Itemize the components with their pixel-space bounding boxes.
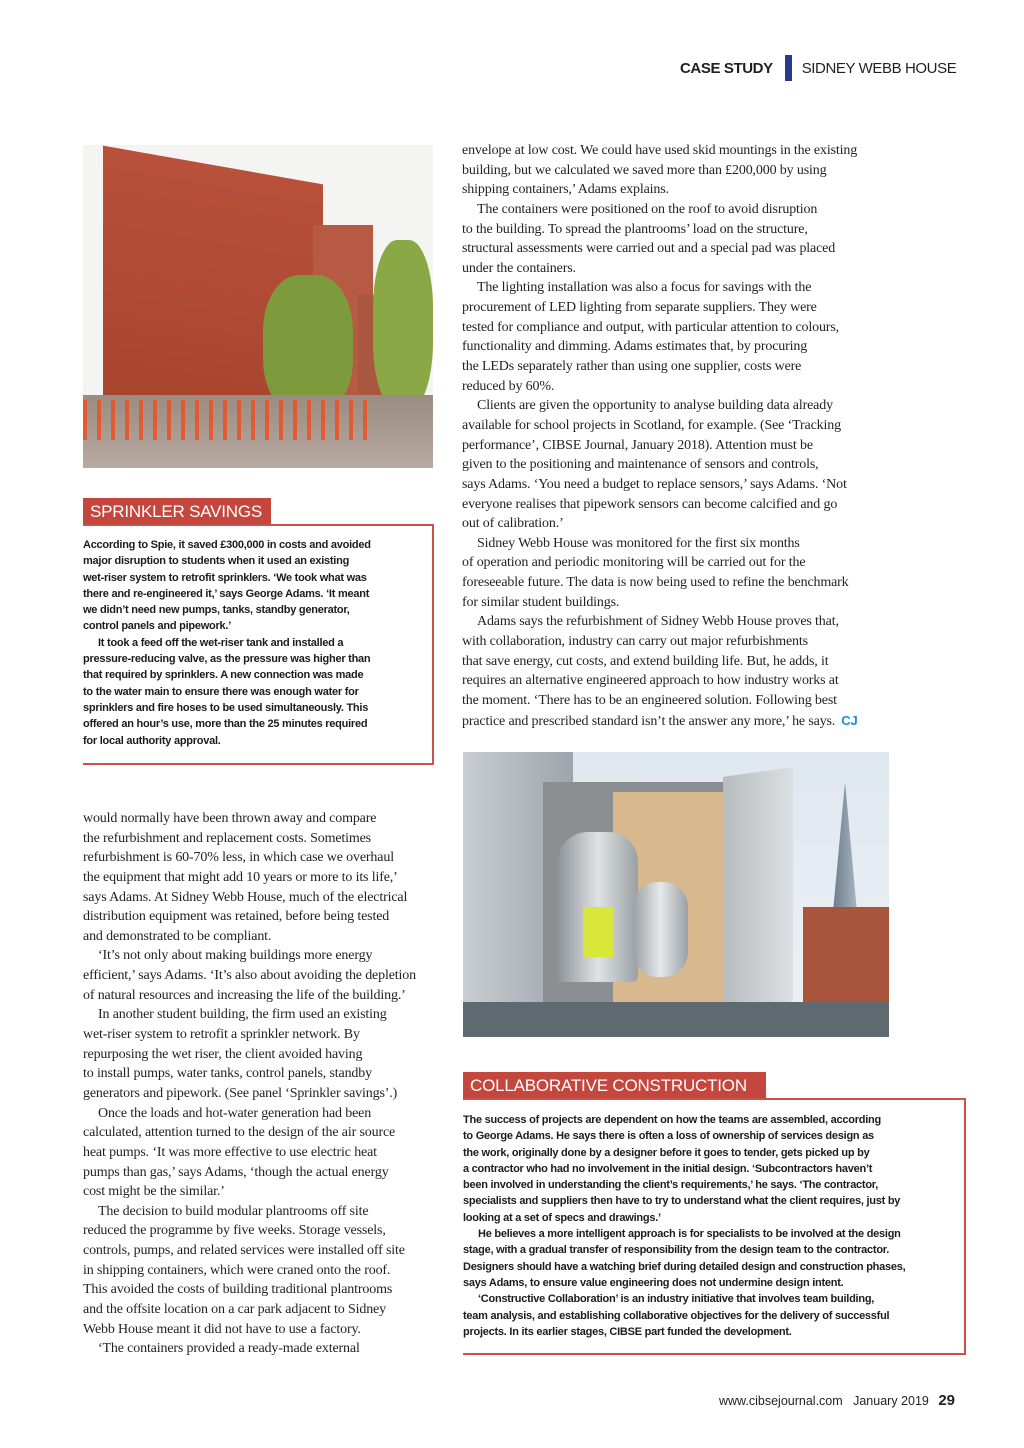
text-line-content: we didn’t need new pumps, tanks, standby generator,: [83, 604, 350, 617]
page-number: 29: [938, 1392, 956, 1409]
text-line-content: control panels and pipework.’: [83, 620, 231, 633]
text-line: [462, 671, 858, 691]
photo-sidney-webb-house-courtyard: [83, 145, 433, 468]
text-line: [83, 809, 416, 829]
text-line: [462, 298, 858, 318]
text-line: [463, 1145, 905, 1161]
text-line-content: says Adams. ‘You need a budget to replace sensors,’ says Adams. ‘Not: [462, 476, 847, 492]
text-line-content: to install pumps, water tanks, control panels, standby: [83, 1066, 372, 1082]
text-line: [83, 716, 371, 732]
text-line-content: The decision to build modular plantrooms off site: [98, 1203, 369, 1219]
text-line-content: He believes a more intelligent approach is for specialists to be involved at the design: [478, 1228, 901, 1241]
text-line: [462, 514, 858, 534]
text-line: [462, 691, 858, 711]
text-line: [83, 602, 371, 618]
text-line: [83, 618, 371, 634]
text-line-content: the LEDs separately rather than using one supplier, costs were: [462, 359, 802, 375]
text-line-content: requires an alternative engineered approach to how industry works at: [462, 673, 839, 689]
header-divider: [785, 55, 792, 81]
text-line-content: pressure-reducing valve, as the pressure was higher than: [83, 653, 371, 666]
text-line: [462, 200, 858, 220]
text-line: [463, 1193, 905, 1209]
text-line: [83, 829, 416, 849]
text-line: [83, 1202, 416, 1222]
text-line-content: with collaboration, industry can carry out major refurbishments: [462, 634, 808, 650]
text-line-content: for local authority approval.: [83, 734, 221, 747]
text-line-content: been involved in understanding the client’s requirements,’ he says. ‘The contractor,: [463, 1179, 879, 1192]
text-line-content: the refurbishment and replacement costs. Sometimes: [83, 830, 371, 846]
text-line: [463, 1308, 905, 1324]
text-line: [463, 1242, 905, 1258]
text-line-content: says Adams. At Sidney Webb House, much of the electrical: [83, 889, 408, 905]
text-line: [83, 966, 416, 986]
text-line: [83, 1221, 416, 1241]
text-line: [463, 1177, 905, 1193]
text-line-content: to the water main to ensure there was enough water for: [83, 685, 359, 698]
text-line-content: The lighting installation was also a focus for savings with the: [477, 280, 812, 296]
text-line-content: Webb House meant it did not have to use a factory.: [83, 1321, 361, 1337]
text-line-content: ‘It’s not only about making buildings more energy: [98, 948, 373, 964]
text-line-content: foreseeable future. The data is now being used to refine the benchmark: [462, 575, 849, 591]
text-line: [83, 1025, 416, 1045]
text-line-content: for similar student buildings.: [462, 594, 620, 610]
text-line: [83, 570, 371, 586]
text-line: [83, 733, 371, 749]
text-line: [462, 711, 858, 731]
text-line: [462, 416, 858, 436]
text-line: [83, 1163, 416, 1183]
text-line-content: ‘The containers provided a ready-made external: [98, 1341, 360, 1357]
text-line-content: generators and pipework. (See panel ‘Sprinkler savings’.): [83, 1085, 398, 1101]
sprinkler-panel-body: [83, 537, 371, 749]
text-line: [83, 667, 371, 683]
text-line-content: envelope at low cost. We could have used skid mountings in the existing: [462, 143, 858, 158]
text-line-content: there and re-engineered it,’ says George Adams. ‘It meant: [83, 587, 370, 600]
text-line-content: reduced by 60%.: [462, 378, 555, 394]
text-line: [462, 436, 858, 456]
text-line: [83, 1143, 416, 1163]
text-line-content: The containers were positioned on the roof to avoid disruption: [477, 201, 818, 217]
text-line: [462, 161, 858, 181]
text-line: [462, 612, 858, 632]
text-line: [463, 1324, 905, 1340]
text-line: [462, 357, 858, 377]
text-line: [83, 986, 416, 1006]
text-line-content: procurement of LED lighting from separate suppliers. They were: [462, 300, 817, 316]
text-line-content: It took a feed off the wet-riser tank and installed a: [98, 636, 344, 649]
text-line: [83, 700, 371, 716]
article-title: SIDNEY WEBB HOUSE: [801, 59, 957, 77]
text-line-content: distribution equipment was retained, before being tested: [83, 909, 390, 925]
text-line: [463, 1128, 905, 1144]
sprinkler-panel-title: SPRINKLER SAVINGS: [83, 498, 271, 525]
text-line-content: tested for compliance and output, with particular attention to colours,: [462, 319, 839, 335]
text-line: [462, 593, 858, 613]
text-line-content: calculated, attention turned to the design of the air source: [83, 1125, 396, 1141]
text-line: [83, 907, 416, 927]
text-line: [463, 1210, 905, 1226]
text-line: [83, 946, 416, 966]
text-line-content: everyone realises that pipework sensors can become calcified and go: [462, 496, 838, 512]
text-line-content: functionality and dimming. Adams estimates that, by procuring: [462, 339, 808, 355]
text-line: [462, 573, 858, 593]
text-line: [83, 1084, 416, 1104]
text-line-content: wet-riser system to retrofit a sprinkler network. By: [83, 1027, 360, 1043]
text-line-content: available for school projects in Scotland, for example. (See ‘Tracking: [462, 417, 841, 433]
text-line-content: says Adams, to ensure value engineering does not undermine design intent.: [463, 1276, 844, 1289]
text-line: [83, 927, 416, 947]
end-mark: CJ: [841, 712, 858, 728]
article-column-right: [462, 141, 858, 730]
text-line: [83, 1241, 416, 1261]
text-line: [462, 495, 858, 515]
text-line: [462, 239, 858, 259]
text-line-content: specialists and suppliers then have to try to understand what the client requires, just by: [463, 1195, 901, 1208]
text-line: [462, 318, 858, 338]
text-line-content: out of calibration.’: [462, 516, 564, 532]
text-line-content: reduced the programme by five weeks. Storage vessels,: [83, 1223, 386, 1239]
text-line-content: a contractor who had no involvement in the initial design. ‘Subcontractors haven’t: [463, 1162, 873, 1175]
text-line-content: Once the loads and hot-water generation had been: [98, 1105, 372, 1121]
text-line: [462, 259, 858, 279]
text-line: [462, 475, 858, 495]
text-line-content: the equipment that might add 10 years or more to its life,’: [83, 869, 398, 885]
text-line-content: given to the positioning and maintenance of sensors and controls,: [462, 457, 819, 473]
text-line: [83, 1280, 416, 1300]
page-footer: [719, 1392, 955, 1409]
text-line: [462, 632, 858, 652]
section-label: CASE STUDY: [680, 59, 773, 77]
text-line-content: building, but we calculated we saved more than £200,000 by using: [462, 162, 827, 178]
text-line: [463, 1112, 905, 1128]
text-line-content: structural assessments were carried out and a special pad was placed: [462, 241, 836, 257]
text-line: [462, 455, 858, 475]
text-line-content: This avoided the costs of building traditional plantrooms: [83, 1282, 393, 1298]
text-line: [462, 553, 858, 573]
text-line: [462, 180, 858, 200]
text-line: [83, 1339, 416, 1359]
text-line: [463, 1275, 905, 1291]
text-line-content: would normally have been thrown away and compare: [83, 811, 377, 826]
text-line-content: to the building. To spread the plantrooms’ load on the structure,: [462, 221, 808, 237]
text-line-content: of operation and periodic monitoring will be carried out for the: [462, 555, 806, 571]
text-line: [83, 1045, 416, 1065]
text-line-content: repurposing the wet riser, the client avoided having: [83, 1046, 363, 1062]
text-line: [462, 141, 858, 161]
text-line: [462, 652, 858, 672]
text-line: [83, 635, 371, 651]
text-line-content: According to Spie, it saved £300,000 in costs and avoided: [83, 539, 371, 551]
text-line-content: pumps than gas,’ says Adams, ‘though the actual energy: [83, 1164, 389, 1180]
text-line-content: In another student building, the firm used an existing: [98, 1007, 387, 1023]
text-line-content: practice and prescribed standard isn’t the answer any more,’ he says.: [462, 713, 836, 729]
text-line: [462, 534, 858, 554]
text-line: [463, 1259, 905, 1275]
text-line-content: that required by sprinklers. A new connection was made: [83, 669, 364, 682]
text-line-content: Clients are given the opportunity to analyse building data already: [477, 398, 833, 414]
text-line-content: looking at a set of specs and drawings.’: [463, 1211, 661, 1224]
text-line: [83, 586, 371, 602]
footer-issue: January 2019: [853, 1394, 929, 1408]
text-line: [462, 278, 858, 298]
text-line: [83, 848, 416, 868]
text-line-content: Sidney Webb House was monitored for the first six months: [477, 535, 800, 551]
text-line: [463, 1161, 905, 1177]
text-line: [83, 1261, 416, 1281]
text-line-content: that save energy, cut costs, and extend building life. But, he adds, it: [462, 653, 829, 669]
text-line-content: of natural resources and increasing the life of the building.’: [83, 987, 406, 1003]
text-line-content: under the containers.: [462, 260, 576, 276]
text-line-content: refurbishment is 60-70% less, in which case we overhaul: [83, 850, 394, 866]
text-line: [83, 553, 371, 569]
text-line: [462, 337, 858, 357]
text-line-content: cost might be the similar.’: [83, 1184, 225, 1200]
text-line-content: efficient,’ says Adams. ‘It’s also about avoiding the depletion: [83, 968, 416, 984]
text-line-content: performance’, CIBSE Journal, January 2018). Attention must be: [462, 437, 813, 453]
text-line-content: Designers should have a watching brief during detailed design and construction phases,: [463, 1260, 906, 1273]
text-line-content: the work, originally done by a designer before it goes to tender, gets picked up by: [463, 1146, 870, 1159]
photo-rooftop-plantroom-container: [463, 752, 889, 1037]
text-line-content: major disruption to students when it used an existing: [83, 555, 350, 568]
running-header: [680, 55, 956, 81]
text-line: [83, 1064, 416, 1084]
text-line-content: Adams says the refurbishment of Sidney Webb House proves that,: [477, 614, 839, 630]
text-line: [83, 1123, 416, 1143]
text-line-content: offered an hour’s use, more than the 25 minutes required: [83, 718, 368, 731]
text-line-content: and the offsite location on a car park adjacent to Sidney: [83, 1302, 386, 1318]
text-line: [83, 1320, 416, 1340]
article-column-left: [83, 809, 416, 1359]
text-line: [83, 1005, 416, 1025]
text-line-content: heat pumps. ‘It was more effective to use electric heat: [83, 1144, 377, 1160]
text-line-content: projects. In its earlier stages, CIBSE part funded the development.: [463, 1325, 792, 1338]
text-line-content: and demonstrated to be compliant.: [83, 928, 272, 944]
text-line: [83, 1300, 416, 1320]
collab-panel-title: COLLABORATIVE CONSTRUCTION: [463, 1072, 766, 1099]
text-line-content: wet-riser system to retrofit sprinklers. ‘We took what was: [83, 571, 367, 584]
text-line: [463, 1226, 905, 1242]
text-line-content: controls, pumps, and related services were installed off site: [83, 1243, 405, 1259]
text-line: [83, 888, 416, 908]
text-line: [83, 1104, 416, 1124]
text-line: [83, 1182, 416, 1202]
text-line-content: the moment. ‘There has to be an engineered solution. Following best: [462, 692, 837, 708]
text-line: [462, 396, 858, 416]
text-line-content: stage, with a gradual transfer of responsibility from the design team to the contractor.: [463, 1244, 890, 1257]
text-line-content: ‘Constructive Collaboration’ is an industry initiative that involves team building,: [478, 1293, 875, 1306]
text-line: [462, 377, 858, 397]
text-line: [463, 1291, 905, 1307]
text-line: [83, 868, 416, 888]
text-line-content: team analysis, and establishing collaborative objectives for the delivery of successful: [463, 1309, 890, 1322]
text-line-content: The success of projects are dependent on how the teams are assembled, according: [463, 1114, 881, 1126]
text-line-content: sprinklers and fire hoses to be used simultaneously. This: [83, 701, 369, 714]
text-line: [83, 537, 371, 553]
text-line-content: shipping containers,’ Adams explains.: [462, 182, 669, 198]
text-line: [462, 220, 858, 240]
collab-panel-body: [463, 1112, 905, 1340]
text-line-content: in shipping containers, which were craned onto the roof.: [83, 1262, 391, 1278]
footer-url: www.cibsejournal.com: [719, 1394, 843, 1408]
text-line: [83, 684, 371, 700]
text-line-content: to George Adams. He says there is often a loss of ownership of services design as: [463, 1130, 874, 1143]
text-line: [83, 651, 371, 667]
